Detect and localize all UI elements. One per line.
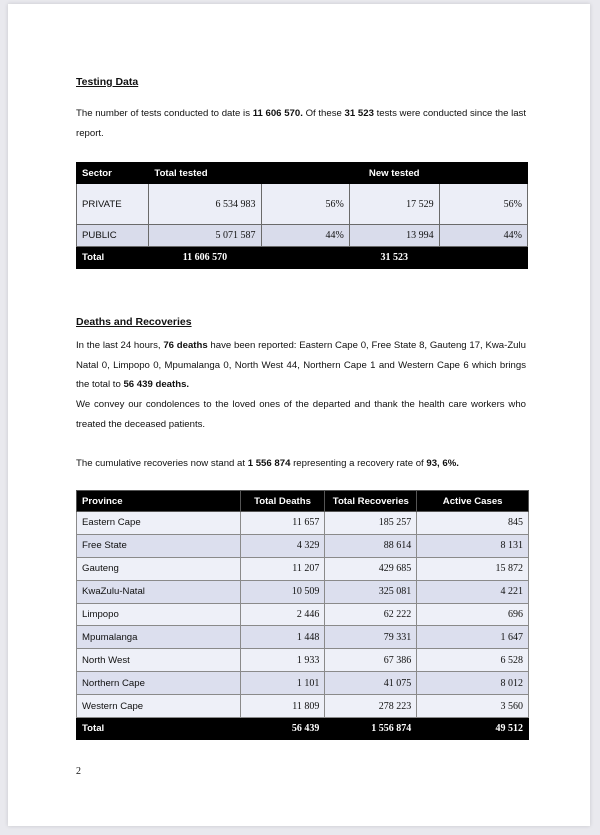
page-number: 2 — [76, 766, 81, 777]
deaths-cell: 2 446 — [240, 603, 325, 626]
total-recoveries-cell: 1 556 874 — [325, 718, 417, 740]
active-cell: 845 — [417, 512, 529, 535]
recoveries-paragraph — [76, 454, 526, 474]
new-pct-cell: 56% — [439, 184, 527, 225]
deaths-cell: 11 657 — [240, 512, 325, 535]
table-row — [77, 512, 529, 535]
active-cell: 8 012 — [417, 672, 529, 695]
province-cell: Mpumalanga — [77, 626, 241, 649]
recoveries-cell: 278 223 — [325, 695, 417, 718]
active-cell: 1 647 — [417, 626, 529, 649]
deaths-recoveries-heading: Deaths and Recoveries — [76, 316, 192, 328]
new-tests-value: 31 523 — [344, 108, 374, 119]
deaths-cell: 1 101 — [240, 672, 325, 695]
recoveries-cell: 41 075 — [325, 672, 417, 695]
total-deaths-cell: 56 439 — [240, 718, 325, 740]
provinces-total-row — [77, 718, 529, 740]
total-active-cell: 49 512 — [417, 718, 529, 740]
deaths-cell: 4 329 — [240, 534, 325, 557]
total-pct-cell: 56% — [261, 184, 349, 225]
deaths-text-a: In the last 24 hours, — [76, 340, 164, 351]
testing-text-3: tests were conducted since the last report. — [76, 108, 527, 139]
recoveries-cell: 79 331 — [325, 626, 417, 649]
header-province: Province — [77, 491, 241, 512]
total-label-cell: Total — [77, 718, 241, 740]
header-sector: Sector — [77, 163, 149, 184]
table-row — [77, 672, 529, 695]
recovery-rate-value: 93, 6%. — [426, 458, 459, 469]
testing-text-2: Of these — [302, 108, 345, 119]
province-cell: North West — [77, 649, 241, 672]
testing-total-row — [77, 247, 528, 269]
table-row — [77, 184, 528, 225]
active-cell: 8 131 — [417, 534, 529, 557]
recoveries-cell: 185 257 — [325, 512, 417, 535]
deaths-cell: 11 207 — [240, 557, 325, 580]
table-row — [77, 534, 529, 557]
testing-table — [76, 162, 528, 269]
new-pct-cell: 44% — [439, 225, 527, 247]
empty-cell — [261, 247, 349, 269]
empty-cell — [439, 247, 527, 269]
recoveries-cell: 88 614 — [325, 534, 417, 557]
header-new-tested: New tested — [349, 163, 439, 184]
header-new-pct — [439, 163, 527, 184]
total-tested-cell: 5 071 587 — [149, 225, 261, 247]
active-cell: 6 528 — [417, 649, 529, 672]
new-tested-cell: 13 994 — [349, 225, 439, 247]
provinces-table — [76, 490, 529, 740]
total-deaths-value: 56 439 deaths. — [123, 379, 190, 390]
deaths-cell: 10 509 — [240, 580, 325, 603]
testing-text-1: The number of tests conducted to date is — [76, 108, 253, 119]
sector-cell: PUBLIC — [77, 225, 149, 247]
recoveries-cell: 62 222 — [325, 603, 417, 626]
province-cell: Northern Cape — [77, 672, 241, 695]
deaths-cell: 11 809 — [240, 695, 325, 718]
testing-table-header — [77, 163, 528, 184]
total-pct-cell: 44% — [261, 225, 349, 247]
condolences-paragraph: We convey our condolences to the loved ones of the departed and thank the health care workers who treated the deceased patients. — [76, 399, 526, 430]
recoveries-cell: 429 685 — [325, 557, 417, 580]
table-row — [77, 580, 529, 603]
new-tested-cell: 17 529 — [349, 184, 439, 225]
province-cell: Western Cape — [77, 695, 241, 718]
recoveries-cell: 325 081 — [325, 580, 417, 603]
total-tested-total-cell: 11 606 570 — [149, 247, 261, 269]
deaths-cell: 1 933 — [240, 649, 325, 672]
deaths-text-b: have been reported: Eastern Cape 0, Free State 8, Gauteng 17, Kwa-Zulu Natal 0, Limpopo 0, Mpumalanga 0, North West 44, Northern Cape 1 and Western Cape 6 which brings the total to — [76, 340, 526, 390]
recoveries-text-a: The cumulative recoveries now stand at — [76, 458, 248, 469]
header-total-tested: Total tested — [149, 163, 261, 184]
province-cell: Eastern Cape — [77, 512, 241, 535]
new-tested-total-cell: 31 523 — [349, 247, 439, 269]
total-tests-value: 11 606 570. — [252, 108, 303, 119]
deaths-paragraph — [76, 336, 526, 395]
new-deaths-value: 76 deaths — [163, 340, 208, 351]
active-cell: 696 — [417, 603, 529, 626]
active-cell: 3 560 — [417, 695, 529, 718]
deaths-cell: 1 448 — [240, 626, 325, 649]
sector-cell: PRIVATE — [77, 184, 149, 225]
table-row — [77, 557, 529, 580]
document-page — [8, 4, 590, 826]
testing-data-heading: Testing Data — [76, 76, 139, 88]
recoveries-text-b: representing a recovery rate of — [290, 458, 427, 469]
header-active-cases: Active Cases — [417, 491, 529, 512]
table-row — [77, 225, 528, 247]
recoveries-cell: 67 386 — [325, 649, 417, 672]
table-row — [77, 626, 529, 649]
testing-summary-paragraph — [76, 104, 526, 143]
province-cell: KwaZulu-Natal — [77, 580, 241, 603]
active-cell: 15 872 — [417, 557, 529, 580]
province-cell: Gauteng — [77, 557, 241, 580]
provinces-table-header — [77, 491, 529, 512]
table-row — [77, 695, 529, 718]
header-total-pct — [261, 163, 349, 184]
recoveries-value: 1 556 874 — [247, 458, 291, 469]
province-cell: Limpopo — [77, 603, 241, 626]
header-total-deaths: Total Deaths — [240, 491, 325, 512]
provinces-table-body — [77, 512, 529, 740]
header-total-recoveries: Total Recoveries — [325, 491, 417, 512]
total-label-cell: Total — [77, 247, 149, 269]
province-cell: Free State — [77, 534, 241, 557]
table-row — [77, 649, 529, 672]
active-cell: 4 221 — [417, 580, 529, 603]
total-tested-cell: 6 534 983 — [149, 184, 261, 225]
table-row — [77, 603, 529, 626]
